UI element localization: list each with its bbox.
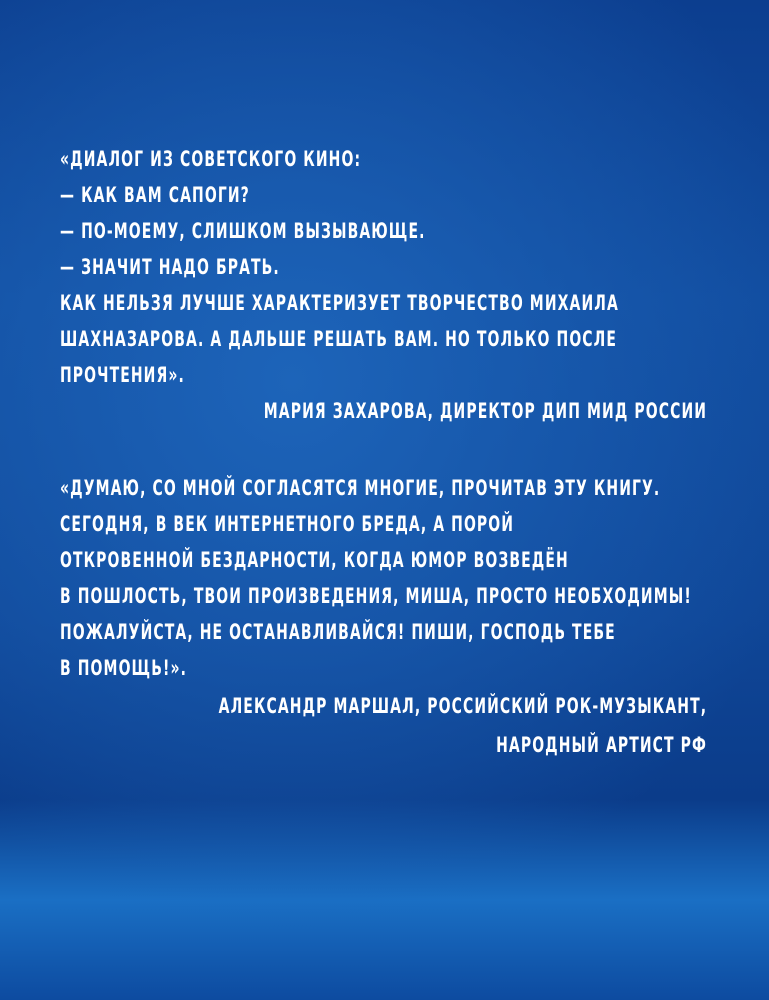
quote-line: В ПОМОЩЬ!». [60,656,188,680]
quote-line: — КАК ВАМ САПОГИ? [60,183,250,207]
quote-attribution: АЛЕКСАНДР МАРШАЛ, РОССИЙСКИЙ РОК-МУЗЫКАНТ, [218,694,707,718]
quote-line: ПОЖАЛУЙСТА, НЕ ОСТАНАВЛИВАЙСЯ! ПИШИ, ГОСПОДЬ ТЕБЕ [60,620,616,644]
quote-attribution: МАРИЯ ЗАХАРОВА, ДИРЕКТОР ДИП МИД РОССИИ [263,399,707,423]
quote-line: ПРОЧТЕНИЯ». [60,363,185,387]
quote-line: ШАХНАЗАРОВА. А ДАЛЬШЕ РЕШАТЬ ВАМ. НО ТОЛЬКО ПОСЛЕ [60,327,618,351]
quote-line: КАК НЕЛЬЗЯ ЛУЧШЕ ХАРАКТЕРИЗУЕТ ТВОРЧЕСТВО МИХАИЛА [60,291,619,315]
quote-line: «ДИАЛОГ ИЗ СОВЕТСКОГО КИНО: [60,147,362,171]
quote-line: В ПОШЛОСТЬ, ТВОИ ПРОИЗВЕДЕНИЯ, МИША, ПРОСТО НЕОБХОДИМЫ! [60,584,692,608]
quote-line: — ЗНАЧИТ НАДО БРАТЬ. [60,255,280,279]
quote-line: «ДУМАЮ, СО МНОЙ СОГЛАСЯТСЯ МНОГИЕ, ПРОЧИТАВ ЭТУ КНИГУ. [60,476,661,500]
quote-attribution-title: НАРОДНЫЙ АРТИСТ РФ [496,733,707,757]
quote-marshal [60,470,720,686]
quote-line: ОТКРОВЕННОЙ БЕЗДАРНОСТИ, КОГДА ЮМОР ВОЗВЕДЁН [60,548,569,572]
quote-line: СЕГОДНЯ, В ВЕК ИНТЕРНЕТНОГО БРЕДА, А ПОРОЙ [60,512,515,536]
quote-line: — ПО-МОЕМУ, СЛИШКОМ ВЫЗЫВАЮЩЕ. [60,219,426,243]
quote-zakharova [60,141,720,393]
